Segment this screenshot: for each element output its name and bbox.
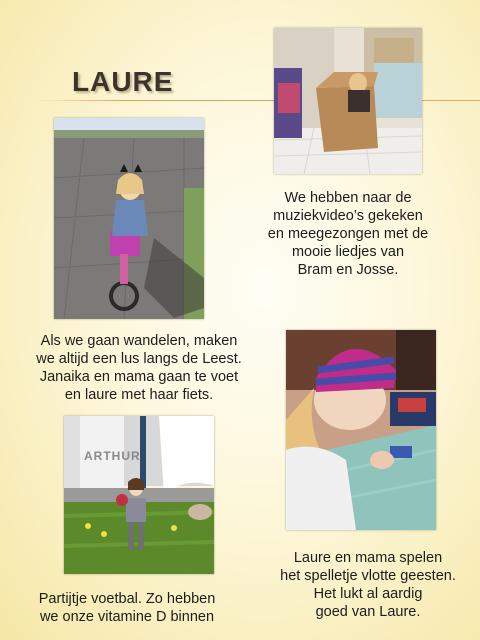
photo-bicycle — [54, 118, 204, 319]
photo-board-game — [286, 330, 436, 530]
caption-football: Partijtje voetbal. Zo hebben we onze vitamine D binnen — [38, 591, 216, 625]
caption-game: Laure en mama spelen het spelletje vlotte geesten. Het lukt al aardig goed van Laure. — [280, 550, 456, 620]
page-title: LAURE — [72, 66, 174, 97]
caption-walk: Als we gaan wandelen, maken we altijd een lus langs de Leest. Janaika en mama gaan te voet en laure met haar fiets. — [36, 333, 242, 403]
photo-football — [64, 416, 214, 574]
photo-cardboard-box — [274, 28, 422, 174]
caption-box: We hebben naar de muziekvideo’s gekeken en meegezongen met de mooie liedjes van Bram en Josse. — [267, 190, 429, 278]
photo-sign-text: ARTHUR — [84, 449, 141, 463]
